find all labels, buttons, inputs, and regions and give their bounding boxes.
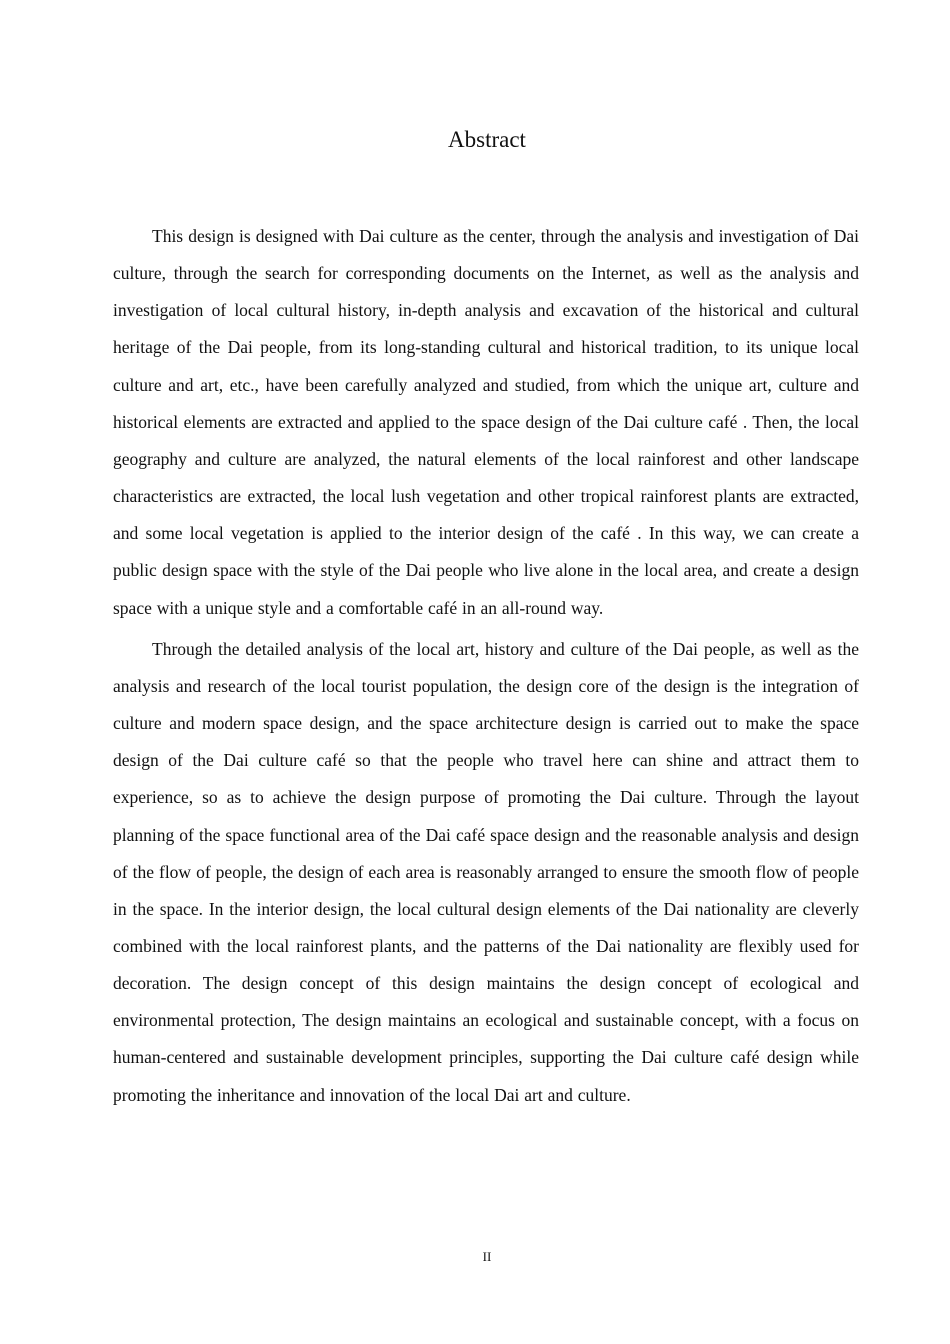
abstract-paragraph-1: This design is designed with Dai culture as the center, through the analysis and investigation of Dai culture, through the search for corresponding documents on the Internet, as well as the analysis and investigation of local cultural history, in-depth analysis and excavation of the historical and cultural heritage of the Dai people, from its long-standing cultural and historical tradition, to its unique local culture and art, etc., have been carefully analyzed and studied, from which the unique art, culture and historical elements are extracted and applied to the space design of the Dai culture café . Then, the local geography and culture are analyzed, the natural elements of the local rainforest and other landscape characteristics are extracted, the local lush vegetation and other tropical rainforest plants are extracted, and some local vegetation is applied to the interior design of the café . In this way, we can create a public design space with the style of the Dai people who live alone in the local area, and create a design space with a unique style and a comfortable café in an all-round way. — [113, 226, 859, 618]
page-number: II — [482, 1249, 492, 1264]
abstract-title: Abstract — [448, 127, 526, 152]
abstract-paragraph-2: Through the detailed analysis of the local art, history and culture of the Dai people, as well as the analysis and research of the local tourist population, the design core of the design is the integration of culture and modern space design, and the space architecture design is carried out to make the space design of the Dai culture café so that the people who travel here can shine and attract them to experience, so as to achieve the design purpose of promoting the Dai culture. Through the layout planning of the space functional area of the Dai café space design and the reasonable analysis and design of the flow of people, the design of each area is reasonably arranged to ensure the smooth flow of people in the space. In the interior design, the local cultural design elements of the Dai nationality are cleverly combined with the local rainforest plants, and the patterns of the Dai nationality are flexibly used for decoration. The design concept of this design maintains the design concept of ecological and environmental protection, The design maintains an ecological and sustainable concept, with a focus on human-centered and sustainable development principles, supporting the Dai culture café design while promoting the inheritance and innovation of the local Dai art and culture. — [113, 638, 859, 1105]
abstract-body — [113, 218, 859, 1118]
